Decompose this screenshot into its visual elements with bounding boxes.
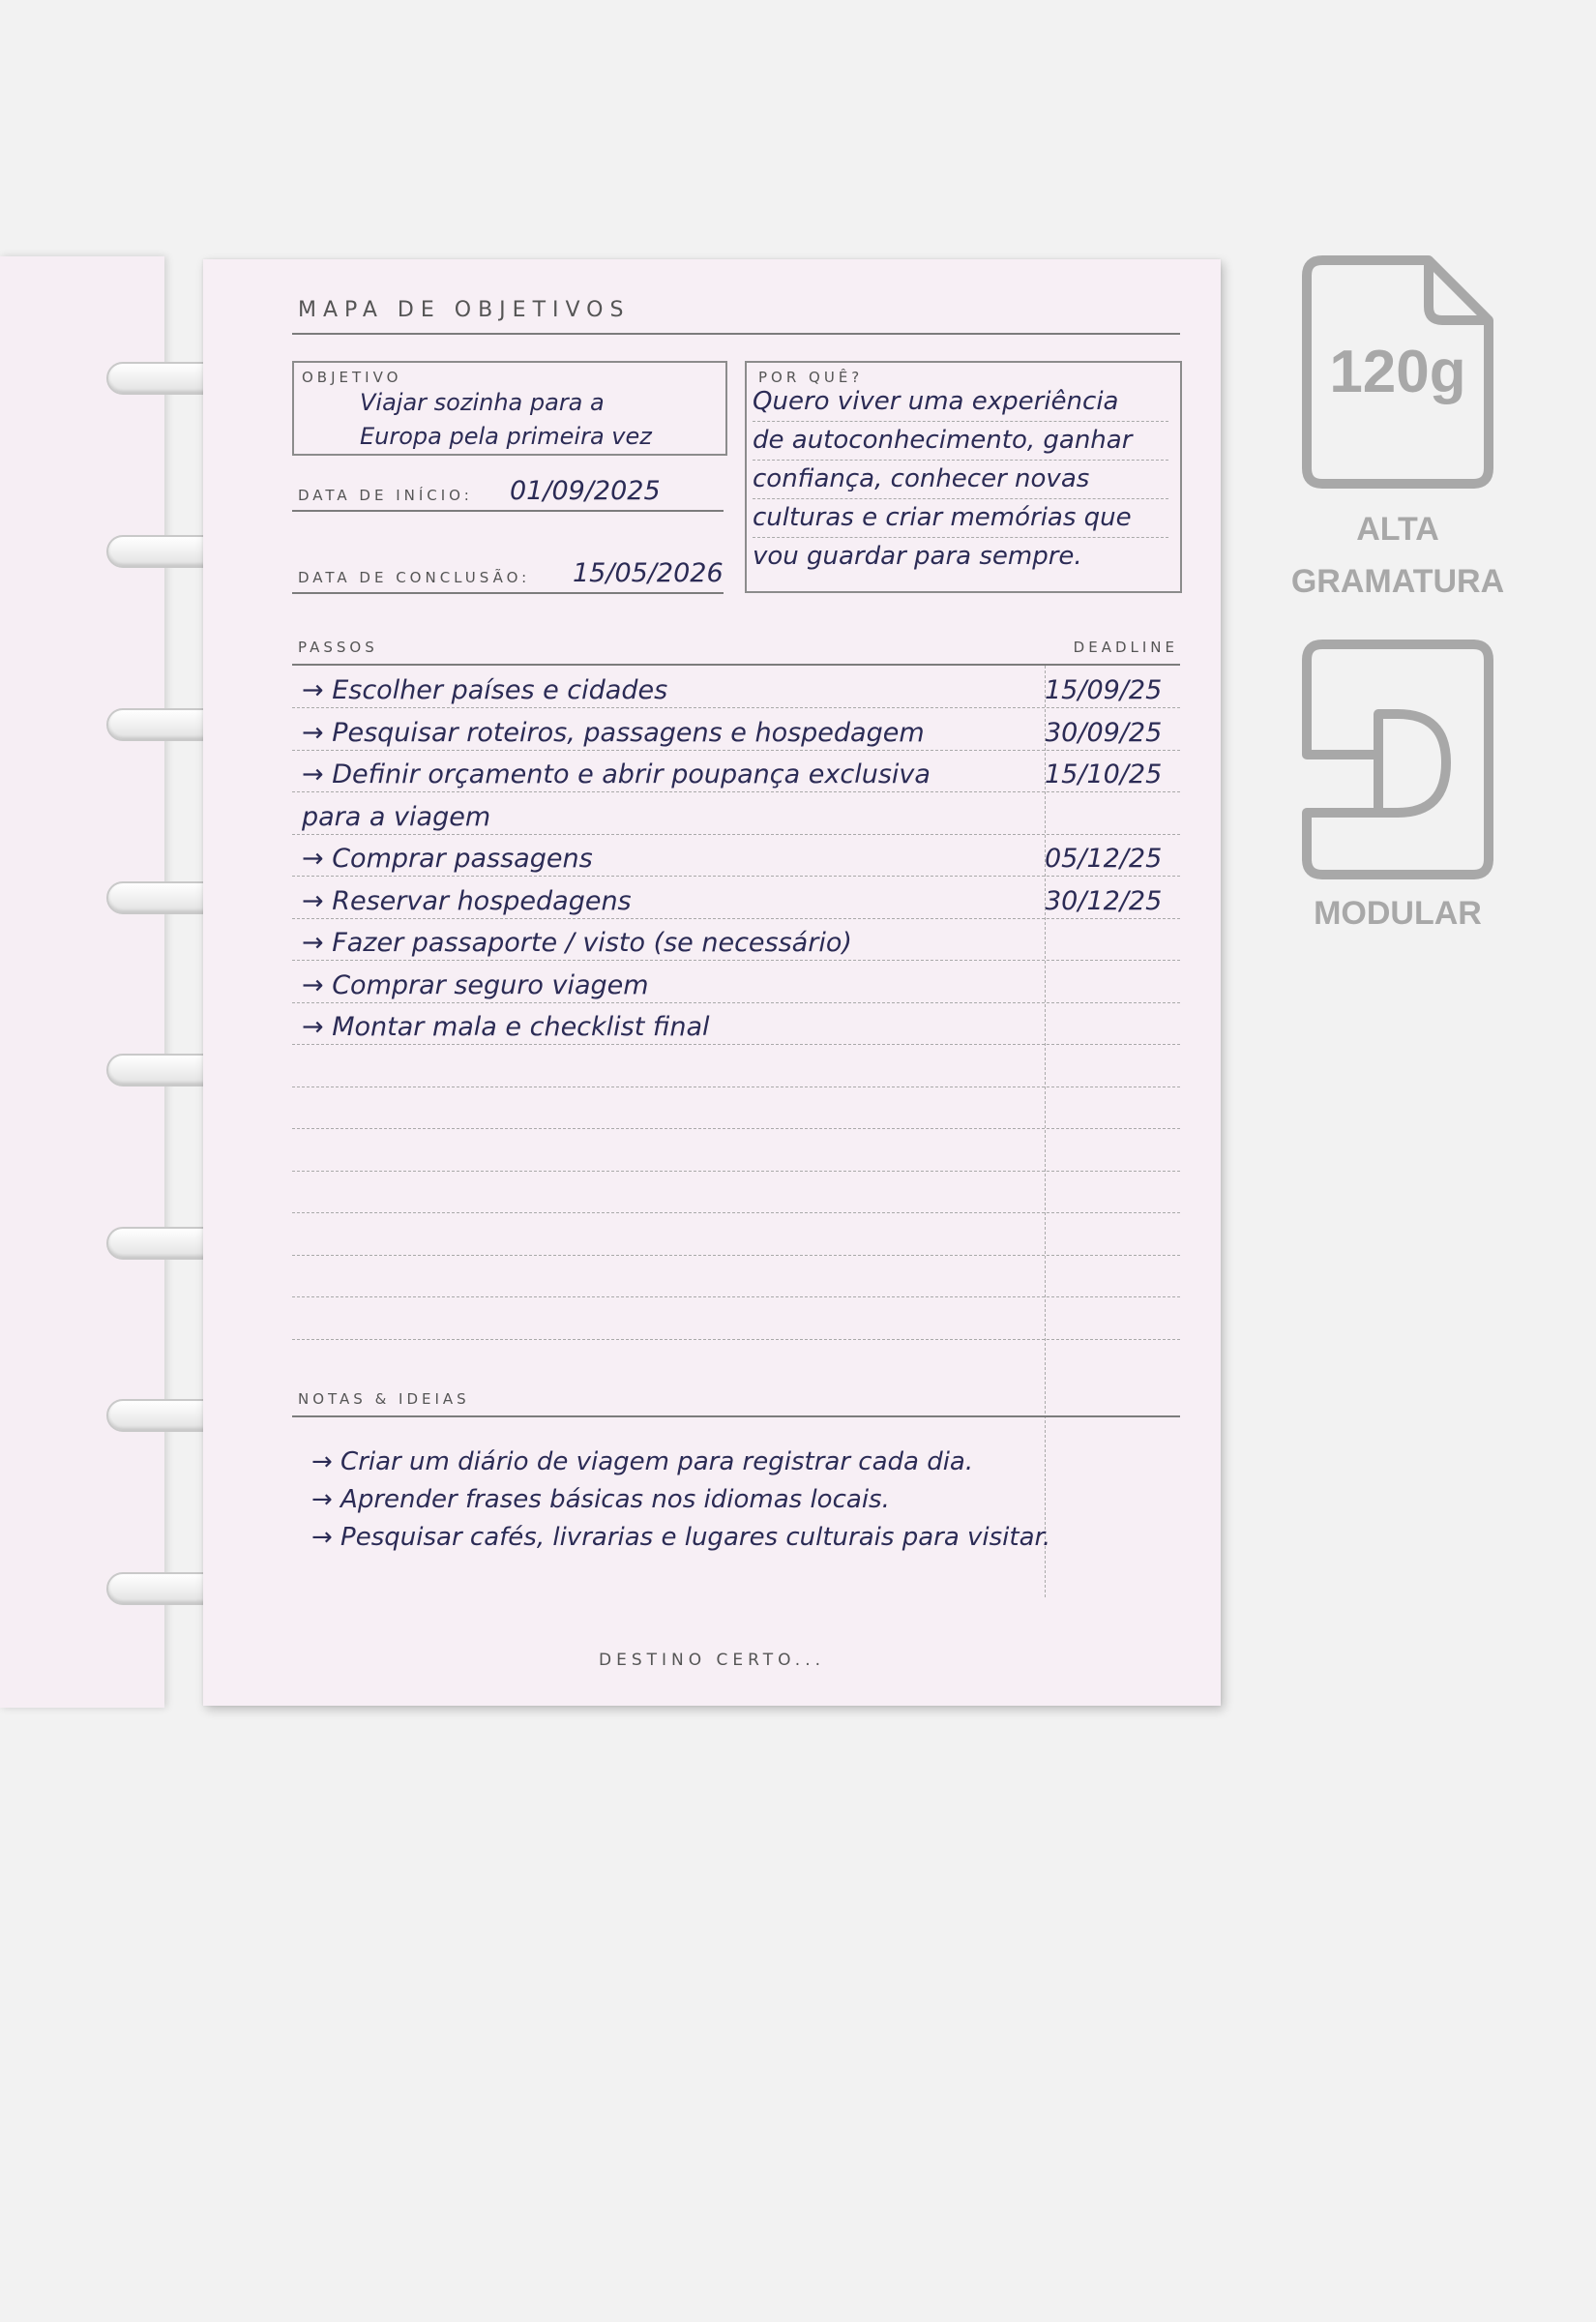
note-item: → Aprender frases básicas nos idiomas locais. [311,1485,890,1514]
page-footer: DESTINO CERTO... [599,1651,825,1670]
start-date-label: DATA DE INÍCIO: [298,487,473,504]
why-line: Quero viver uma experiência [753,382,1168,422]
weight-label [1257,503,1538,608]
objetivo-box [292,361,727,456]
step-row [292,666,1180,708]
modular-icon [1301,639,1494,880]
planner-page [203,259,1221,1706]
step-deadline: 05/12/25 [1045,844,1163,874]
step-text: → Reservar hospedagens [302,885,632,916]
notes-title: NOTAS & IDEIAS [298,1390,470,1408]
why-label: POR QUÊ? [758,369,864,386]
step-text: → Pesquisar roteiros, passagens e hospedagem [302,717,925,748]
note-item: → Pesquisar cafés, livrarias e lugares culturais para visitar. [311,1523,1051,1552]
step-row [292,750,1180,792]
page-title: MAPA DE OBJETIVOS [298,298,631,322]
step-row [292,1171,1180,1213]
left-sheet [0,256,164,1708]
step-row [292,792,1180,835]
title-divider [292,333,1180,335]
weight-label-line: ALTA [1356,511,1439,548]
weight-icon-text: 120g [1329,339,1466,405]
why-line: de autoconhecimento, ganhar [753,421,1168,461]
step-row [292,961,1180,1003]
objetivo-label: OBJETIVO [302,369,402,386]
end-date-row [292,551,724,594]
why-line: confiança, conhecer novas [753,460,1168,499]
step-text: → Escolher países e cidades [302,675,668,705]
step-deadline: 15/10/25 [1045,759,1163,789]
step-text: → Montar mala e checklist final [302,1012,710,1042]
notes-header [292,1386,1180,1417]
note-item: → Criar um diário de viagem para registrar cada dia. [311,1447,974,1476]
step-row [292,708,1180,751]
deadline-column-divider [1045,666,1046,1597]
step-text: → Comprar passagens [302,844,593,874]
step-row [292,1255,1180,1297]
end-date-value: 15/05/2026 [573,558,724,588]
why-box [745,361,1182,593]
paper-weight-icon [1301,254,1494,490]
end-date-label: DATA DE CONCLUSÃO: [298,569,531,586]
step-deadline: 30/09/25 [1045,717,1163,748]
step-text: → Fazer passaporte / visto (se necessário) [302,928,852,958]
objetivo-line: Viajar sozinha para a [360,389,605,416]
objetivo-line: Europa pela primeira vez [360,423,652,450]
step-deadline: 30/12/25 [1045,885,1163,916]
step-row [292,1213,1180,1256]
objetivo-text [360,386,652,454]
start-date-row [292,469,724,512]
step-row [292,1297,1180,1340]
step-row [292,877,1180,919]
step-text: → Comprar seguro viagem [302,969,649,1000]
weight-label-line: GRAMATURA [1290,563,1505,600]
step-row [292,834,1180,877]
step-row [292,1087,1180,1129]
why-line: vou guardar para sempre. [753,542,1082,571]
step-row [292,1129,1180,1172]
step-row [292,1045,1180,1087]
step-text: para a viagem [302,801,491,832]
step-row [292,1002,1180,1045]
start-date-value: 01/09/2025 [510,476,661,506]
step-text: → Definir orçamento e abrir poupança exclusiva [302,759,931,789]
why-line: culturas e criar memórias que [753,498,1168,538]
step-deadline: 15/09/25 [1045,675,1163,705]
step-row [292,918,1180,961]
modular-label: MODULAR [1314,895,1482,932]
deadline-title: DEADLINE [1073,639,1178,656]
steps-title: PASSOS [298,639,378,656]
steps-header [292,635,1180,666]
